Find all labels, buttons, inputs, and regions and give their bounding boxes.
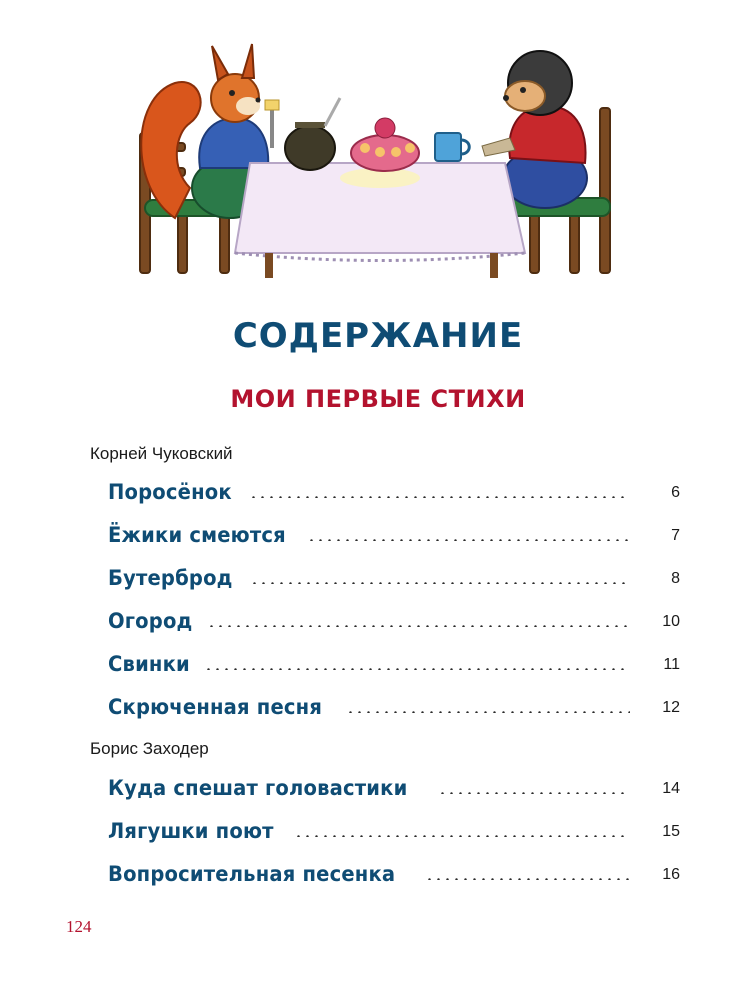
toc-entry-page: 16 xyxy=(662,866,680,883)
mug xyxy=(435,133,469,161)
table xyxy=(235,163,525,278)
toc-entry[interactable] xyxy=(108,474,680,504)
toc-entry[interactable] xyxy=(108,856,680,886)
toc-entry[interactable] xyxy=(108,646,680,676)
cake xyxy=(351,118,419,171)
toc-entry-title: Огород xyxy=(108,609,193,633)
toc-entry-title: Бутерброд xyxy=(108,566,233,590)
toc-entry[interactable] xyxy=(108,560,680,590)
toc-entry-page: 7 xyxy=(671,527,680,544)
toc-entry[interactable] xyxy=(108,689,680,719)
toc-entry-page: 10 xyxy=(662,613,680,630)
dot-leader xyxy=(250,582,630,584)
toc-entry-page: 15 xyxy=(662,823,680,840)
dot-leader xyxy=(204,668,630,670)
toc-entry-title: Вопросительная песенка xyxy=(108,862,396,886)
toc-entry-page: 6 xyxy=(671,484,680,501)
section-title: МОИ ПЕРВЫЕ СТИХИ xyxy=(230,385,526,413)
toc-entry-page: 11 xyxy=(663,656,680,673)
dot-leader xyxy=(438,792,630,794)
page-title: СОДЕРЖАНИЕ xyxy=(232,316,524,356)
toc-entry[interactable] xyxy=(108,603,680,633)
toc-entry-page: 14 xyxy=(662,780,680,797)
dot-leader xyxy=(346,711,630,713)
toc-entry-page: 8 xyxy=(671,570,680,587)
squirrel-hedgehog-tea-illustration xyxy=(130,38,630,283)
dot-leader xyxy=(294,835,630,837)
toc-entry-title: Куда спешат головастики xyxy=(108,776,408,800)
dot-leader xyxy=(425,878,630,880)
toc-entry[interactable] xyxy=(108,813,680,843)
toc-entry[interactable] xyxy=(108,517,680,547)
toc-entry-title: Лягушки поют xyxy=(108,819,274,843)
dot-leader xyxy=(307,539,630,541)
toc-entry-title: Скрюченная песня xyxy=(108,695,323,719)
toc-entry-title: Поросёнок xyxy=(108,480,232,504)
toc-entry[interactable] xyxy=(108,770,680,800)
author-name: Корней Чуковский xyxy=(90,444,233,463)
toc-entry-title: Свинки xyxy=(108,652,190,676)
author-name: Борис Заходер xyxy=(90,739,209,758)
pot xyxy=(285,98,340,170)
dot-leader xyxy=(249,496,630,498)
dot-leader xyxy=(207,625,630,627)
toc-entry-page: 12 xyxy=(662,699,680,716)
page-number: 124 xyxy=(66,917,92,936)
toc-entry-title: Ёжики смеются xyxy=(108,523,286,547)
